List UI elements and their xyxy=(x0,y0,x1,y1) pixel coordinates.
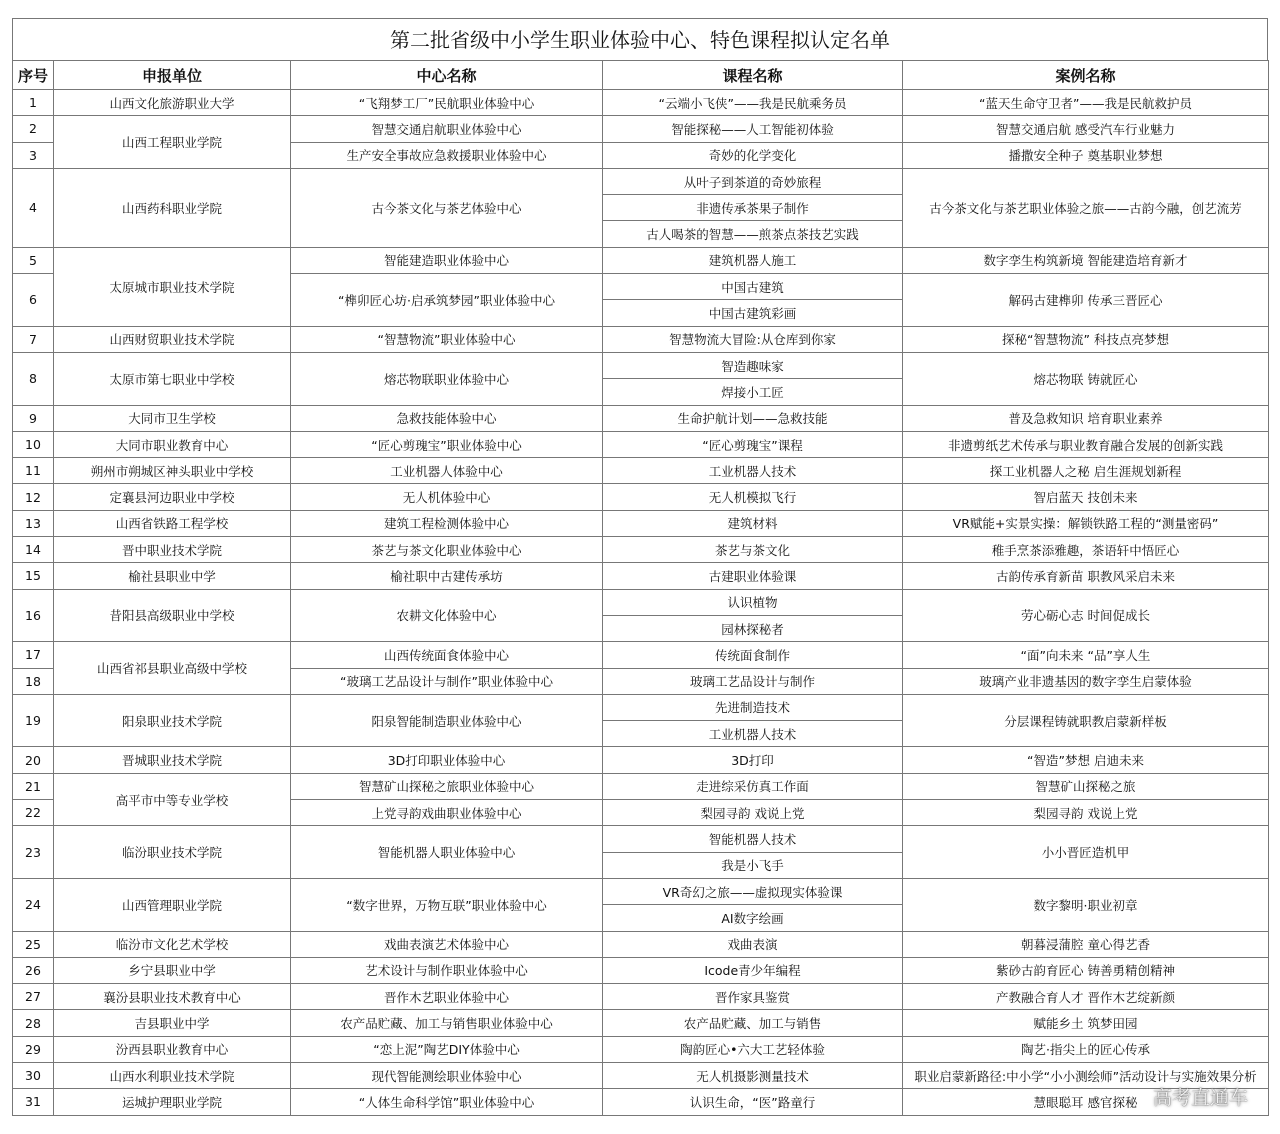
cell-no: 22 xyxy=(13,800,54,826)
cell-unit: 阳泉职业技术学院 xyxy=(54,694,291,747)
cell-case: 职业启蒙新路径:中小学“小小测绘师”活动设计与实施效果分析 xyxy=(903,1062,1269,1088)
cell-unit: 乡宁县职业中学 xyxy=(54,957,291,983)
cell-no: 20 xyxy=(13,747,54,773)
cell-course: Icode青少年编程 xyxy=(603,957,903,983)
cell-no: 25 xyxy=(13,931,54,957)
table-row xyxy=(13,747,1269,773)
cell-no: 13 xyxy=(13,510,54,536)
cell-no: 24 xyxy=(13,878,54,931)
cell-unit: 太原市第七职业中学校 xyxy=(54,352,291,405)
cell-course: 智能探秘——人工智能初体验 xyxy=(603,116,903,142)
table-row xyxy=(13,510,1269,536)
cell-no: 31 xyxy=(13,1089,54,1115)
cell-case: 产教融合育人才 晋作木艺绽新颜 xyxy=(903,984,1269,1010)
cell-unit: 太原城市职业技术学院 xyxy=(54,247,291,326)
cell-course: 生命护航计划——急救技能 xyxy=(603,405,903,431)
cell-no: 7 xyxy=(13,326,54,352)
table-body xyxy=(13,90,1269,1116)
cell-center: 生产安全事故应急救援职业体验中心 xyxy=(291,142,603,168)
table-row xyxy=(13,116,1269,142)
cell-no: 6 xyxy=(13,274,54,327)
cell-center: 现代智能测绘职业体验中心 xyxy=(291,1062,603,1088)
cell-course: 走进综采仿真工作面 xyxy=(603,773,903,799)
cell-no: 16 xyxy=(13,589,54,642)
cell-course: 玻璃工艺品设计与制作 xyxy=(603,668,903,694)
cell-unit: 山西工程职业学院 xyxy=(54,116,291,169)
table-row xyxy=(13,484,1269,510)
cell-center: 艺术设计与制作职业体验中心 xyxy=(291,957,603,983)
cell-case: 古今茶文化与茶艺职业体验之旅——古韵今融，创艺流芳 xyxy=(903,168,1269,247)
cell-course: 从叶子到茶道的奇妙旅程 xyxy=(603,168,903,194)
table-row xyxy=(13,90,1269,116)
table-row xyxy=(13,537,1269,563)
cell-center: 急救技能体验中心 xyxy=(291,405,603,431)
cell-case: 朝暮浸蒲腔 童心得艺香 xyxy=(903,931,1269,957)
list-table xyxy=(12,60,1269,1116)
cell-center: 古今茶文化与茶艺体验中心 xyxy=(291,168,603,247)
cell-unit: 山西文化旅游职业大学 xyxy=(54,90,291,116)
cell-center: 戏曲表演艺术体验中心 xyxy=(291,931,603,957)
table-header-row xyxy=(13,61,1269,90)
table-row xyxy=(13,1010,1269,1036)
cell-unit: 临汾市文化艺术学校 xyxy=(54,931,291,957)
cell-course: 工业机器人技术 xyxy=(603,458,903,484)
table-row xyxy=(13,405,1269,431)
cell-unit: 运城护理职业学院 xyxy=(54,1089,291,1115)
cell-case: 智慧交通启航 感受汽车行业魅力 xyxy=(903,116,1269,142)
cell-unit: 定襄县河边职业中学校 xyxy=(54,484,291,510)
cell-center: 3D打印职业体验中心 xyxy=(291,747,603,773)
cell-no: 1 xyxy=(13,90,54,116)
cell-unit: 大同市职业教育中心 xyxy=(54,431,291,457)
cell-unit: 高平市中等专业学校 xyxy=(54,773,291,826)
table-row xyxy=(13,247,1269,273)
cell-case: 智启蓝天 技创未来 xyxy=(903,484,1269,510)
cell-course: 认识生命，“医”路童行 xyxy=(603,1089,903,1115)
table-row xyxy=(13,1089,1269,1115)
cell-case: 稚手烹茶添雅趣，茶语轩中悟匠心 xyxy=(903,537,1269,563)
cell-no: 12 xyxy=(13,484,54,510)
document-sheet xyxy=(12,18,1268,1116)
cell-case: VR赋能+实景实操：解锁铁路工程的“测量密码” xyxy=(903,510,1269,536)
cell-case: 分层课程铸就职教启蒙新样板 xyxy=(903,694,1269,747)
cell-no: 18 xyxy=(13,668,54,694)
cell-no: 28 xyxy=(13,1010,54,1036)
cell-no: 30 xyxy=(13,1062,54,1088)
cell-course: “云端小飞侠”——我是民航乘务员 xyxy=(603,90,903,116)
cell-case: “蓝天生命守卫者”——我是民航救护员 xyxy=(903,90,1269,116)
cell-case: 播撒安全种子 奠基职业梦想 xyxy=(903,142,1269,168)
watermark-text: 高考直通车 xyxy=(1152,1087,1248,1109)
cell-case: 数字黎明·职业初章 xyxy=(903,878,1269,931)
cell-case: 赋能乡土 筑梦田园 xyxy=(903,1010,1269,1036)
header-course: 课程名称 xyxy=(603,61,903,90)
table-row xyxy=(13,431,1269,457)
cell-course: 3D打印 xyxy=(603,747,903,773)
cell-course: 陶韵匠心•六大工艺轻体验 xyxy=(603,1036,903,1062)
cell-center: 阳泉智能制造职业体验中心 xyxy=(291,694,603,747)
cell-course: 非遗传承茶果子制作 xyxy=(603,195,903,221)
cell-center: 农产品贮藏、加工与销售职业体验中心 xyxy=(291,1010,603,1036)
cell-unit: 襄汾县职业技术教育中心 xyxy=(54,984,291,1010)
cell-unit: 山西财贸职业技术学院 xyxy=(54,326,291,352)
cell-center: 智能机器人职业体验中心 xyxy=(291,826,603,879)
header-no: 序号 xyxy=(13,61,54,90)
cell-center: “玻璃工艺品设计与制作”职业体验中心 xyxy=(291,668,603,694)
table-row xyxy=(13,352,1269,378)
table-row xyxy=(13,168,1269,194)
cell-course: 无人机模拟飞行 xyxy=(603,484,903,510)
cell-center: “人体生命科学馆”职业体验中心 xyxy=(291,1089,603,1115)
cell-no: 17 xyxy=(13,642,54,668)
cell-no: 11 xyxy=(13,458,54,484)
cell-course: 古人喝茶的智慧——煎茶点茶技艺实践 xyxy=(603,221,903,247)
cell-center: 智慧交通启航职业体验中心 xyxy=(291,116,603,142)
cell-no: 8 xyxy=(13,352,54,405)
cell-course: 传统面食制作 xyxy=(603,642,903,668)
cell-no: 3 xyxy=(13,142,54,168)
cell-no: 21 xyxy=(13,773,54,799)
table-row xyxy=(13,984,1269,1010)
cell-no: 15 xyxy=(13,563,54,589)
cell-case: 梨园寻韵 戏说上党 xyxy=(903,800,1269,826)
cell-case: 玻璃产业非遗基因的数字孪生启蒙体验 xyxy=(903,668,1269,694)
cell-unit: 吉县职业中学 xyxy=(54,1010,291,1036)
cell-no: 29 xyxy=(13,1036,54,1062)
table-row xyxy=(13,878,1269,904)
cell-center: 建筑工程检测体验中心 xyxy=(291,510,603,536)
cell-center: “榫卯匠心坊·启承筑梦园”职业体验中心 xyxy=(291,274,603,327)
cell-no: 26 xyxy=(13,957,54,983)
cell-course: 古建职业体验课 xyxy=(603,563,903,589)
cell-center: 农耕文化体验中心 xyxy=(291,589,603,642)
cell-case: 探工业机器人之秘 启生涯规划新程 xyxy=(903,458,1269,484)
cell-case: 探秘“智慧物流” 科技点亮梦想 xyxy=(903,326,1269,352)
cell-unit: 山西管理职业学院 xyxy=(54,878,291,931)
cell-course: 无人机摄影测量技术 xyxy=(603,1062,903,1088)
cell-course: 先进制造技术 xyxy=(603,694,903,720)
cell-center: “智慧物流”职业体验中心 xyxy=(291,326,603,352)
cell-unit: 昔阳县高级职业中学校 xyxy=(54,589,291,642)
cell-case: 古韵传承育新苗 职教风采启未来 xyxy=(903,563,1269,589)
cell-no: 5 xyxy=(13,247,54,273)
cell-course: 智能机器人技术 xyxy=(603,826,903,852)
table-row xyxy=(13,773,1269,799)
cell-center: “数字世界，万物互联”职业体验中心 xyxy=(291,878,603,931)
cell-no: 10 xyxy=(13,431,54,457)
cell-case: “智造”梦想 启迪未来 xyxy=(903,747,1269,773)
cell-unit: 山西药科职业学院 xyxy=(54,168,291,247)
cell-case: 劳心砺心志 时间促成长 xyxy=(903,589,1269,642)
cell-unit: 晋城职业技术学院 xyxy=(54,747,291,773)
cell-center: 智慧矿山探秘之旅职业体验中心 xyxy=(291,773,603,799)
table-row xyxy=(13,458,1269,484)
cell-unit: 山西省祁县职业高级中学校 xyxy=(54,642,291,695)
cell-center: “飞翔梦工厂”民航职业体验中心 xyxy=(291,90,603,116)
table-row xyxy=(13,931,1269,957)
cell-course: 焊接小工匠 xyxy=(603,379,903,405)
cell-case: 普及急救知识 培育职业素养 xyxy=(903,405,1269,431)
cell-unit: 榆社县职业中学 xyxy=(54,563,291,589)
cell-no: 9 xyxy=(13,405,54,431)
cell-course: 晋作家具鉴赏 xyxy=(603,984,903,1010)
cell-course: 园林探秘者 xyxy=(603,615,903,641)
table-row xyxy=(13,563,1269,589)
cell-unit: 临汾职业技术学院 xyxy=(54,826,291,879)
cell-course: 农产品贮藏、加工与销售 xyxy=(603,1010,903,1036)
table-row xyxy=(13,1036,1269,1062)
cell-case: 小小晋匠造机甲 xyxy=(903,826,1269,879)
cell-case: 紫砂古韵育匠心 铸善勇精创精神 xyxy=(903,957,1269,983)
cell-unit: 山西省铁路工程学校 xyxy=(54,510,291,536)
cell-course: 工业机器人技术 xyxy=(603,721,903,747)
cell-course: AI数字绘画 xyxy=(603,905,903,931)
cell-case: 慧眼聪耳 感官探秘 xyxy=(903,1089,1269,1115)
cell-center: 熔芯物联职业体验中心 xyxy=(291,352,603,405)
cell-unit: 大同市卫生学校 xyxy=(54,405,291,431)
cell-center: “恋上泥”陶艺DIY体验中心 xyxy=(291,1036,603,1062)
cell-center: 智能建造职业体验中心 xyxy=(291,247,603,273)
table-row xyxy=(13,694,1269,720)
cell-case: 智慧矿山探秘之旅 xyxy=(903,773,1269,799)
cell-course: VR奇幻之旅——虚拟现实体验课 xyxy=(603,878,903,904)
cell-unit: 山西水利职业技术学院 xyxy=(54,1062,291,1088)
cell-course: 中国古建筑彩画 xyxy=(603,300,903,326)
cell-course: 茶艺与茶文化 xyxy=(603,537,903,563)
cell-case: 非遗剪纸艺术传承与职业教育融合发展的创新实践 xyxy=(903,431,1269,457)
cell-center: 晋作木艺职业体验中心 xyxy=(291,984,603,1010)
cell-no: 23 xyxy=(13,826,54,879)
table-row xyxy=(13,826,1269,852)
cell-case: 陶艺·指尖上的匠心传承 xyxy=(903,1036,1269,1062)
cell-course: 认识植物 xyxy=(603,589,903,615)
cell-no: 4 xyxy=(13,168,54,247)
header-unit: 申报单位 xyxy=(54,61,291,90)
cell-case: 解码古建榫卯 传承三晋匠心 xyxy=(903,274,1269,327)
table-row xyxy=(13,1062,1269,1088)
cell-center: 无人机体验中心 xyxy=(291,484,603,510)
cell-course: 智造趣味家 xyxy=(603,352,903,378)
cell-unit: 朔州市朔城区神头职业中学校 xyxy=(54,458,291,484)
cell-course: 梨园寻韵 戏说上党 xyxy=(603,800,903,826)
table-row xyxy=(13,326,1269,352)
table-row xyxy=(13,957,1269,983)
cell-course: 中国古建筑 xyxy=(603,274,903,300)
cell-center: 工业机器人体验中心 xyxy=(291,458,603,484)
cell-course: 戏曲表演 xyxy=(603,931,903,957)
cell-center: 榆社职中古建传承坊 xyxy=(291,563,603,589)
cell-case: 数字孪生构筑新境 智能建造培育新才 xyxy=(903,247,1269,273)
cell-unit: 汾西县职业教育中心 xyxy=(54,1036,291,1062)
cell-case: 熔芯物联 铸就匠心 xyxy=(903,352,1269,405)
cell-unit: 晋中职业技术学院 xyxy=(54,537,291,563)
cell-center: “匠心剪瑰宝”职业体验中心 xyxy=(291,431,603,457)
cell-course: 建筑材料 xyxy=(603,510,903,536)
table-row xyxy=(13,642,1269,668)
cell-center: 茶艺与茶文化职业体验中心 xyxy=(291,537,603,563)
header-case: 案例名称 xyxy=(903,61,1269,90)
cell-no: 19 xyxy=(13,694,54,747)
cell-course: 建筑机器人施工 xyxy=(603,247,903,273)
table-row xyxy=(13,589,1269,615)
cell-no: 14 xyxy=(13,537,54,563)
cell-course: “匠心剪瑰宝”课程 xyxy=(603,431,903,457)
cell-course: 我是小飞手 xyxy=(603,852,903,878)
cell-no: 2 xyxy=(13,116,54,142)
cell-case: “面”向未来 “品”享人生 xyxy=(903,642,1269,668)
page-title: 第二批省级中小学生职业体验中心、特色课程拟认定名单 xyxy=(12,18,1268,60)
cell-center: 上党寻韵戏曲职业体验中心 xyxy=(291,800,603,826)
cell-center: 山西传统面食体验中心 xyxy=(291,642,603,668)
cell-course: 智慧物流大冒险:从仓库到你家 xyxy=(603,326,903,352)
cell-no: 27 xyxy=(13,984,54,1010)
cell-course: 奇妙的化学变化 xyxy=(603,142,903,168)
header-center: 中心名称 xyxy=(291,61,603,90)
